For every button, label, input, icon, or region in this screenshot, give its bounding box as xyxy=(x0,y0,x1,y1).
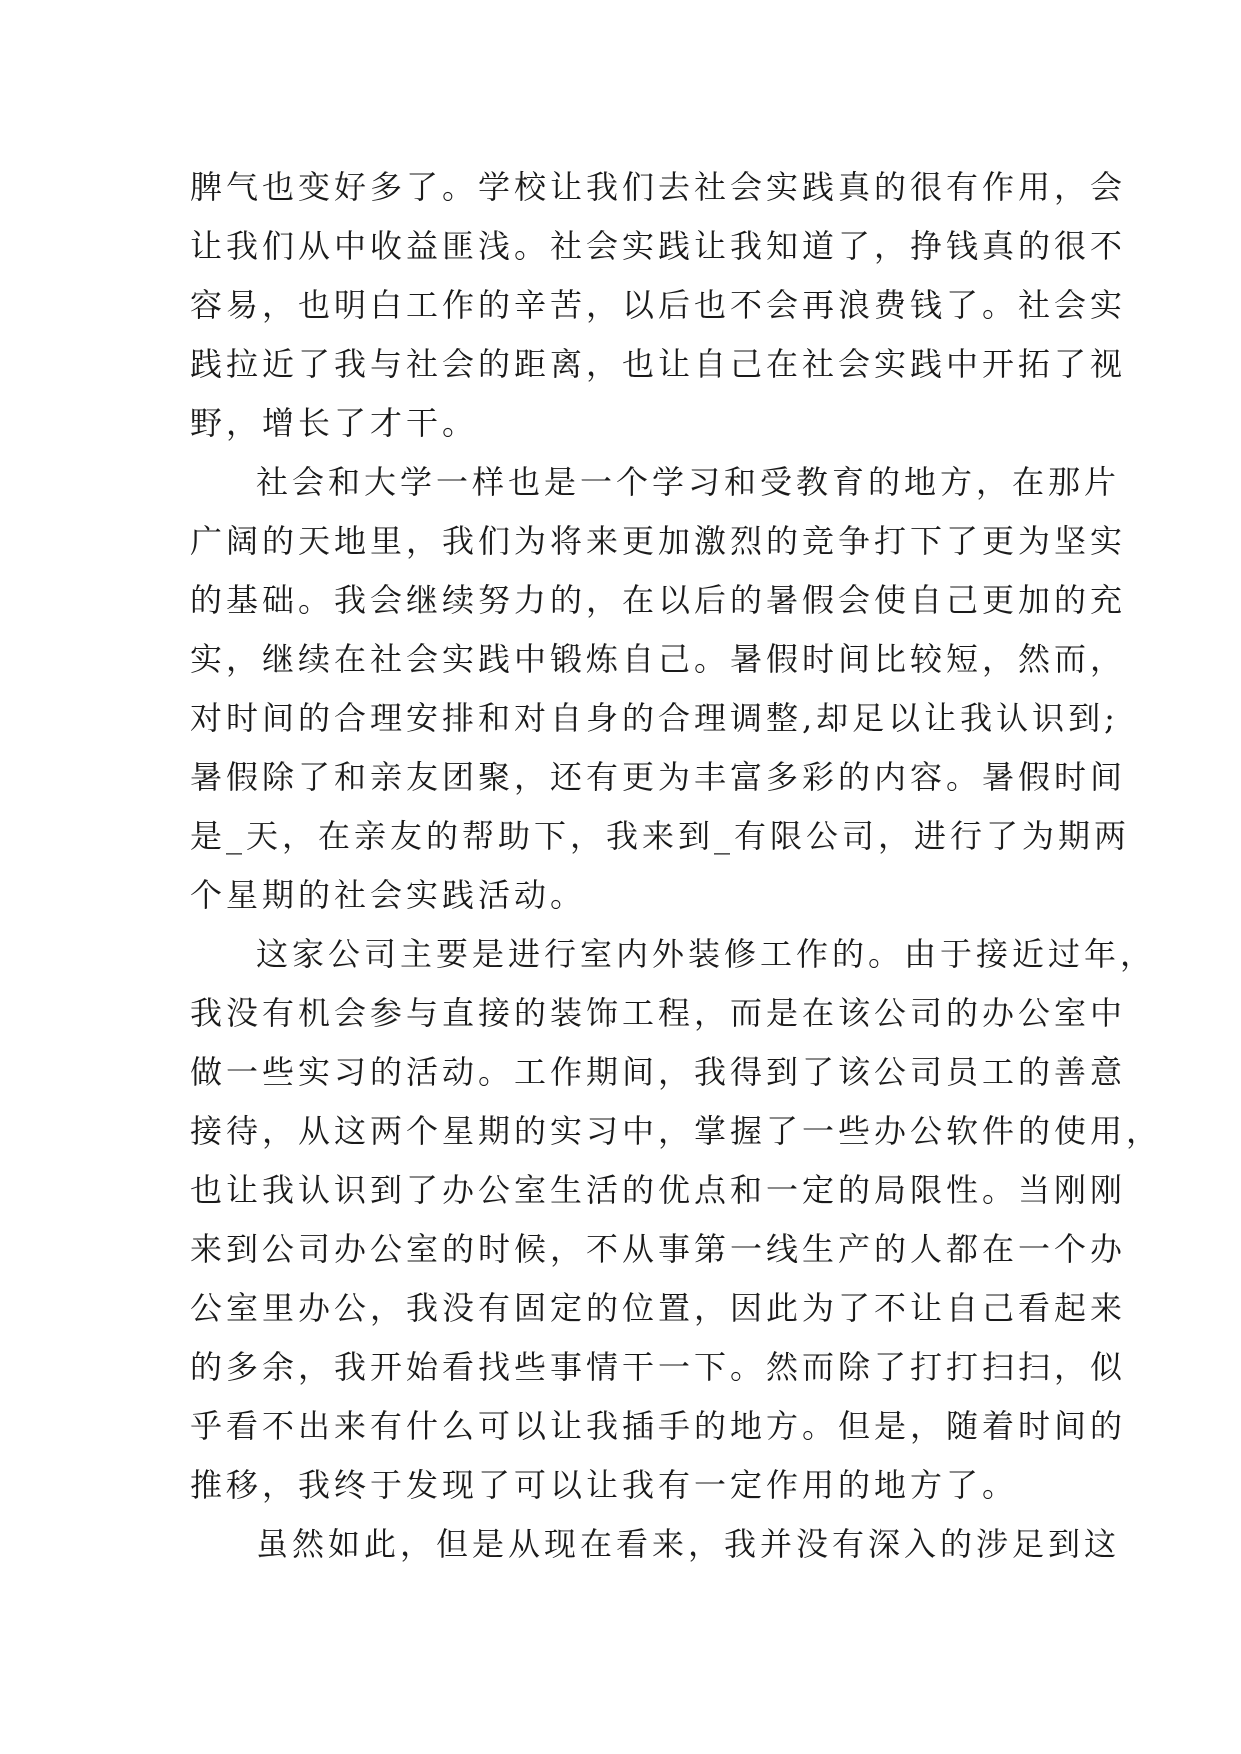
text-line: 的基础。我会继续努力的，在以后的暑假会使自己更加的充 xyxy=(190,581,1127,619)
text-line: 个星期的社会实践活动。 xyxy=(190,876,587,914)
text-line: 接待，从这两个星期的实习中，掌握了一些办公软件的使用， xyxy=(190,1112,1163,1150)
text-line: 也让我认识到了办公室生活的优点和一定的局限性。当刚刚 xyxy=(190,1171,1127,1209)
text-line-indented: 社会和大学一样也是一个学习和受教育的地方，在那片 xyxy=(256,463,1121,501)
text-line: 广阔的天地里，我们为将来更加激烈的竞争打下了更为坚实 xyxy=(190,522,1127,560)
text-line: 来到公司办公室的时候，不从事第一线生产的人都在一个办 xyxy=(190,1230,1127,1268)
paragraph-1 xyxy=(190,158,1127,453)
text-line: 推移，我终于发现了可以让我有一定作用的地方了。 xyxy=(190,1466,1019,1504)
text-line: 乎看不出来有什么可以让我插手的地方。但是，随着时间的 xyxy=(190,1407,1127,1445)
text-line-indented: 这家公司主要是进行室内外装修工作的。由于接近过年， xyxy=(256,935,1157,973)
text-line: 的多余，我开始看找些事情干一下。然而除了打打扫扫，似 xyxy=(190,1348,1127,1386)
text-line: 对时间的合理安排和对自身的合理调整,却足以让我认识到; xyxy=(190,699,1119,737)
body-text xyxy=(190,158,1163,1574)
text-line: 实，继续在社会实践中锻炼自己。暑假时间比较短，然而， xyxy=(190,640,1127,678)
paragraph-3 xyxy=(190,925,1163,1515)
text-line: 做一些实习的活动。工作期间，我得到了该公司员工的善意 xyxy=(190,1053,1127,1091)
text-line: 是_天，在亲友的帮助下，我来到_有限公司，进行了为期两 xyxy=(190,817,1131,855)
text-line: 脾气也变好多了。学校让我们去社会实践真的很有作用，会 xyxy=(190,168,1127,206)
text-line: 容易，也明白工作的辛苦，以后也不会再浪费钱了。社会实 xyxy=(190,286,1127,324)
text-line-indented: 虽然如此，但是从现在看来，我并没有深入的涉足到这 xyxy=(256,1525,1121,1563)
text-line: 野，增长了才干。 xyxy=(190,404,479,442)
text-line: 公室里办公，我没有固定的位置，因此为了不让自己看起来 xyxy=(190,1289,1127,1327)
text-line: 让我们从中收益匪浅。社会实践让我知道了，挣钱真的很不 xyxy=(190,227,1127,265)
paragraph-4 xyxy=(190,1515,1121,1574)
text-line: 践拉近了我与社会的距离，也让自己在社会实践中开拓了视 xyxy=(190,345,1127,383)
text-line: 我没有机会参与直接的装饰工程，而是在该公司的办公室中 xyxy=(190,994,1127,1032)
text-line: 暑假除了和亲友团聚，还有更为丰富多彩的内容。暑假时间 xyxy=(190,758,1127,796)
paragraph-2 xyxy=(190,453,1131,925)
